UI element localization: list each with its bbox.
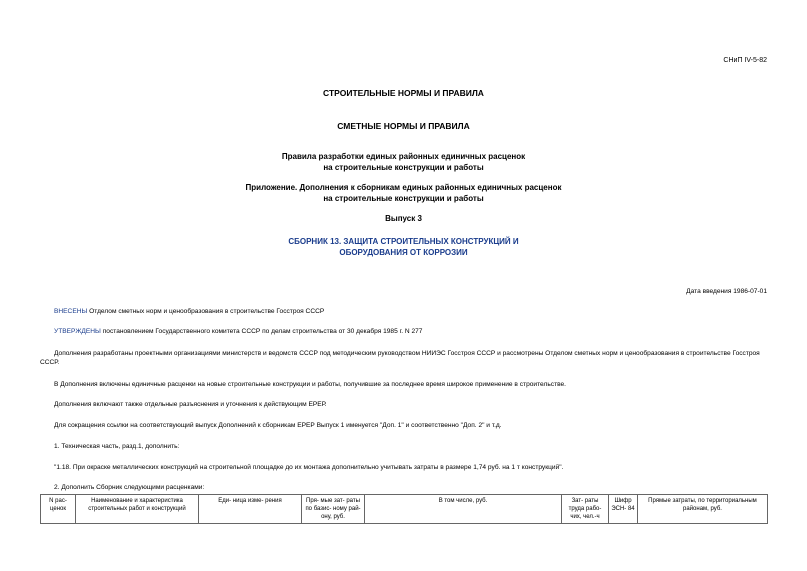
introduced-text: Отделом сметных норм и ценообразования в строительстве Госстроя СССР [87,308,325,315]
paragraph-technical-part: 1. Техническая часть, разд.1, дополнить: [54,443,180,450]
paragraph-approved [40,327,787,336]
header-unit: Еди- ница изме- рения [199,495,302,524]
paragraph-add-rates: 2. Дополнить Сборник следующими расценками: [54,484,205,491]
header-work-name: Наименование и характеристика строительных работ и конструкций [76,495,199,524]
rates-table [40,494,768,524]
title-rules-line2: на строительные конструкции и работы [323,163,484,172]
paragraph-introduced [40,307,787,316]
approved-link[interactable]: УТВЕРЖДЕНЫ [54,328,101,335]
document-code: СНиП IV-5-82 [723,57,767,64]
paragraph-developed: Дополнения разработаны проектными организациями министерств и ведомств СССР под методическим руководством НИИЭС Госстроя СССР и рассмотрены Отделом сметных норм и ценообразования в строительстве Госстроя СССР. [40,350,760,366]
header-including: В том числе, руб. [365,495,562,524]
issue-number: Выпуск 3 [385,214,422,223]
header-rate-number: N рас- ценок [41,495,76,524]
paragraph-abbreviation: Для сокращения ссылки на соответствующий выпуск Дополнений к сборникам ЕРЕР Выпуск 1 именуется "Доп. 1" и соответственно "Доп. 2" и т.д. [54,422,502,429]
title-rules-line1: Правила разработки единых районных единичных расценок [281,152,526,161]
paragraph-clause-1-18: "1.18. При окраске металлических конструкций на строительной площадке до их монтажа дополнительно учитывать затраты в размере 1,74 руб. на 1 т конструкций". [54,464,564,471]
paragraph-included: В Дополнения включены единичные расценки на новые строительные конструкции и работы, получившие за последнее время широкое применение в строительстве. [54,381,567,388]
header-direct-costs: Пря- мые зат- раты по базис- ному рай- ону, руб. [302,495,365,524]
effective-date: Дата введения 1986-07-01 [686,288,767,295]
introduced-link[interactable]: ВНЕСЕНЫ [54,308,88,315]
title-appendix-line1: Приложение. Дополнения к сборникам единых районных единичных расценок [245,183,562,192]
header-labor-costs: Зат- раты труда рабо- чих, чел.-ч [562,495,609,524]
title-appendix-line2: на строительные конструкции и работы [323,194,484,203]
title-building-norms: СТРОИТЕЛЬНЫЕ НОРМЫ И ПРАВИЛА [323,88,484,98]
title-estimate-norms: СМЕТНЫЕ НОРМЫ И ПРАВИЛА [337,121,470,131]
collection-title-line2: ОБОРУДОВАНИЯ ОТ КОРРОЗИИ [339,248,468,257]
table-header-row [41,495,768,524]
paragraph-clarifications: Дополнения включают также отдельные разъяснения и уточнения к действующим ЕРЕР. [54,401,327,408]
title-appendix [0,182,807,204]
collection-title-line1: СБОРНИК 13. ЗАЩИТА СТРОИТЕЛЬНЫХ КОНСТРУКЦИЙ И [288,237,519,246]
collection-title [0,236,807,258]
approved-text: постановлением Государственного комитета СССР по делам строительства от 30 декабря 1985 г. N 277 [100,328,423,335]
header-esn-code: Шифр ЭСН- 84 [609,495,638,524]
header-territorial-costs: Прямые затраты, по территориальным районам, руб. [638,495,768,524]
title-rules [0,151,807,173]
